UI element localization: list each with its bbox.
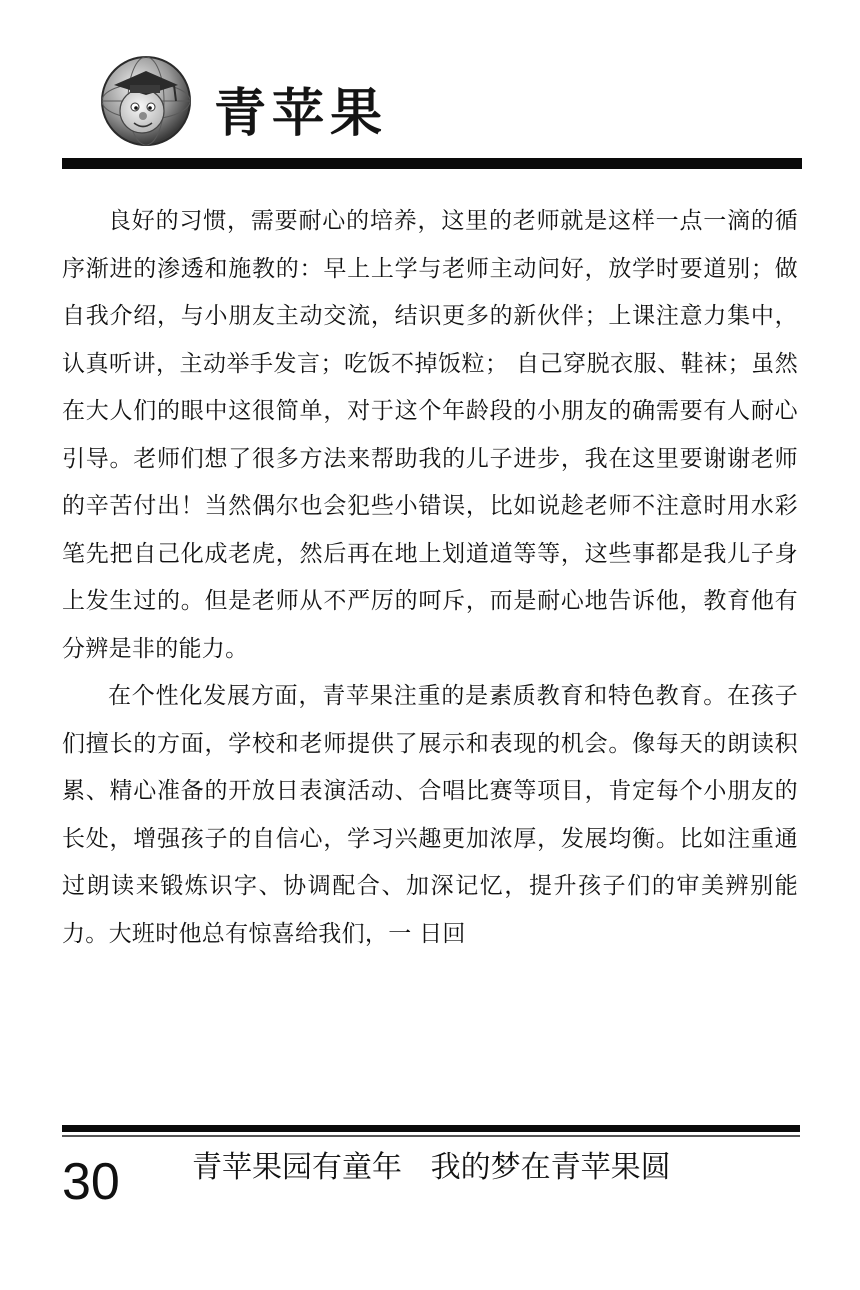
- logo-text: 青苹果: [214, 83, 389, 144]
- page-number: 30: [62, 1153, 120, 1211]
- footer-divider: [62, 1125, 800, 1132]
- logo-mascot-icon: [100, 55, 192, 147]
- paragraph-1: 良好的习惯，需要耐心的培养，这里的老师就是这样一点一滴的循序渐进的渗透和施教的：早上上学与老师主动问好，放学时要道别；做自我介绍，与小朋友主动交流，结识更多的新伙伴；上课注意力集中，认真听讲，主动举手发言；吃饭不掉饭粒； 自己穿脱衣服、鞋袜；虽然在大人们的眼中这很简单，对于这个年龄段的小朋友的确需要有人耐心引导。老师们想了很多方法来帮助我的儿子进步，我在这里要谢谢老师的辛苦付出！当然偶尔也会犯些小错误，比如说趁老师不注意时用水彩笔先把自己化成老虎，然后再在地上划道道等等，这些事都是我儿子身上发生过的。但是老师从不严厉的呵斥，而是耐心地告诉他，教育他有分辨是非的能力。: [62, 208, 798, 662]
- footer-divider-thin: [62, 1135, 800, 1137]
- article-body: [62, 198, 798, 958]
- paragraph-2: 在个性化发展方面，青苹果注重的是素质教育和特色教育。在孩子们擅长的方面，学校和老师提供了展示和表现的机会。像每天的朗读积累、精心准备的开放日表演活动、合唱比赛等项目，肯定每个小朋友的长处，增强孩子的自信心，学习兴趣更加浓厚，发展均衡。比如注重通过朗读来锻炼识字、协调配合、加深记忆，提升孩子们的审美辨别能力。大班时他总有惊喜给我们，一 日回: [62, 683, 798, 947]
- footer-title: 青苹果园有童年 我的梦在青苹果圆: [192, 1150, 671, 1185]
- header-divider: [62, 158, 802, 169]
